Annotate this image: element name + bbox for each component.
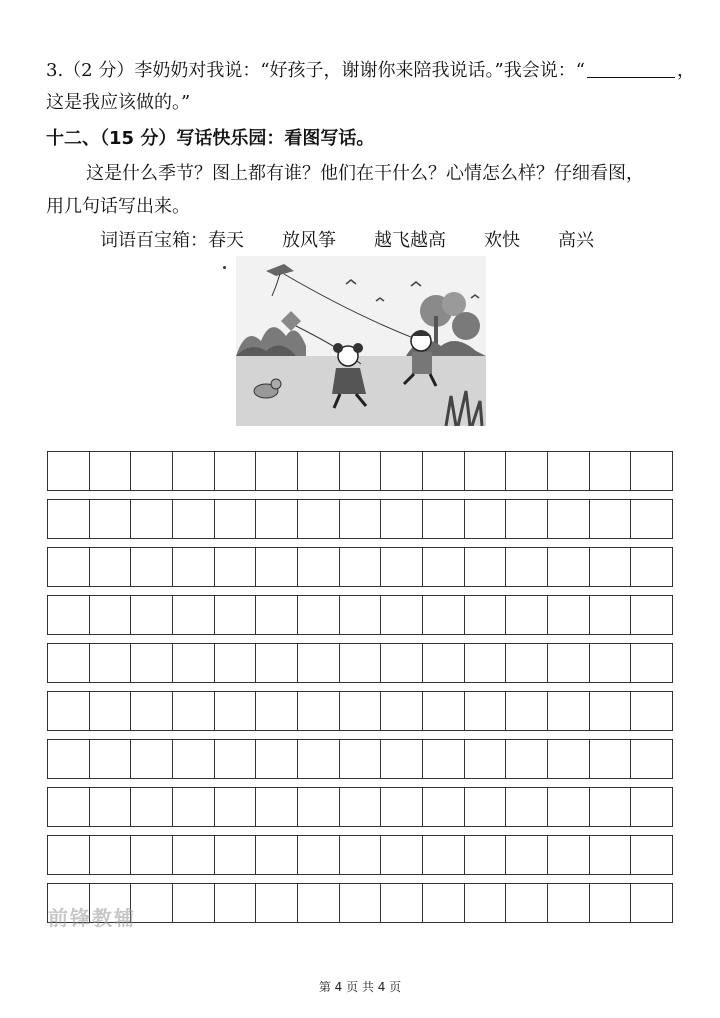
grid-cell[interactable] bbox=[297, 452, 339, 490]
grid-cell[interactable] bbox=[48, 836, 89, 874]
grid-cell[interactable] bbox=[589, 596, 631, 634]
grid-cell[interactable] bbox=[630, 452, 672, 490]
grid-cell[interactable] bbox=[255, 884, 297, 922]
grid-cell[interactable] bbox=[214, 548, 256, 586]
grid-cell[interactable] bbox=[89, 836, 131, 874]
grid-cell[interactable] bbox=[589, 740, 631, 778]
question-3-line-1 bbox=[46, 56, 695, 82]
grid-cell[interactable] bbox=[48, 500, 89, 538]
grid-cell[interactable] bbox=[589, 884, 631, 922]
grid-row bbox=[47, 547, 673, 587]
grid-cell[interactable] bbox=[547, 788, 589, 826]
grid-cell[interactable] bbox=[48, 740, 89, 778]
grid-cell[interactable] bbox=[505, 788, 547, 826]
grid-cell[interactable] bbox=[547, 644, 589, 682]
word-bank-item: 春天 bbox=[208, 230, 244, 251]
grid-cell[interactable] bbox=[422, 740, 464, 778]
grid-cell[interactable] bbox=[630, 740, 672, 778]
grid-cell[interactable] bbox=[505, 548, 547, 586]
grid-cell[interactable] bbox=[422, 644, 464, 682]
grid-cell[interactable] bbox=[214, 596, 256, 634]
grid-cell[interactable] bbox=[297, 692, 339, 730]
grid-cell[interactable] bbox=[380, 452, 422, 490]
grid-cell[interactable] bbox=[172, 548, 214, 586]
grid-cell[interactable] bbox=[380, 644, 422, 682]
grid-cell[interactable] bbox=[130, 788, 172, 826]
grid-cell[interactable] bbox=[589, 836, 631, 874]
prompt-line-2: 用几句话写出来。 bbox=[46, 196, 190, 217]
grid-cell[interactable] bbox=[505, 836, 547, 874]
grid-cell[interactable] bbox=[130, 548, 172, 586]
grid-cell[interactable] bbox=[297, 500, 339, 538]
grid-cell[interactable] bbox=[505, 692, 547, 730]
grid-cell[interactable] bbox=[589, 788, 631, 826]
grid-cell[interactable] bbox=[339, 452, 381, 490]
grid-cell[interactable] bbox=[130, 740, 172, 778]
word-bank-item: 放风筝 bbox=[282, 230, 336, 251]
grid-cell[interactable] bbox=[547, 596, 589, 634]
grid-cell[interactable] bbox=[89, 452, 131, 490]
grid-cell[interactable] bbox=[339, 788, 381, 826]
grid-cell[interactable] bbox=[255, 788, 297, 826]
grid-cell[interactable] bbox=[589, 548, 631, 586]
grid-cell[interactable] bbox=[422, 452, 464, 490]
grid-cell[interactable] bbox=[464, 884, 506, 922]
grid-cell[interactable] bbox=[547, 740, 589, 778]
grid-cell[interactable] bbox=[380, 692, 422, 730]
grid-cell[interactable] bbox=[422, 596, 464, 634]
grid-cell[interactable] bbox=[255, 596, 297, 634]
grid-cell[interactable] bbox=[464, 596, 506, 634]
grid-cell[interactable] bbox=[130, 884, 172, 922]
grid-row bbox=[47, 643, 673, 683]
grid-cell[interactable] bbox=[172, 836, 214, 874]
grid-cell[interactable] bbox=[297, 788, 339, 826]
grid-cell[interactable] bbox=[130, 500, 172, 538]
word-bank-item: 越飞越高 bbox=[374, 230, 446, 251]
grid-cell[interactable] bbox=[89, 692, 131, 730]
section-12-title: 十二、（15 分）写话快乐园：看图写话。 bbox=[46, 128, 375, 149]
word-bank-label: 词语百宝箱： bbox=[100, 230, 208, 251]
grid-cell[interactable] bbox=[48, 788, 89, 826]
grid-cell[interactable] bbox=[589, 500, 631, 538]
grid-cell[interactable] bbox=[464, 500, 506, 538]
grid-cell[interactable] bbox=[630, 788, 672, 826]
watermark: 前锋教辅 bbox=[48, 906, 136, 930]
grid-cell[interactable] bbox=[380, 836, 422, 874]
grid-cell[interactable] bbox=[339, 548, 381, 586]
grid-cell[interactable] bbox=[422, 836, 464, 874]
grid-cell[interactable] bbox=[505, 884, 547, 922]
grid-cell[interactable] bbox=[505, 644, 547, 682]
grid-cell[interactable] bbox=[630, 644, 672, 682]
grid-cell[interactable] bbox=[255, 836, 297, 874]
grid-row bbox=[47, 787, 673, 827]
grid-cell[interactable] bbox=[339, 596, 381, 634]
grid-cell[interactable] bbox=[172, 644, 214, 682]
grid-cell[interactable] bbox=[422, 788, 464, 826]
prompt-line-1 bbox=[86, 159, 644, 185]
grid-cell[interactable] bbox=[89, 644, 131, 682]
grid-cell[interactable] bbox=[89, 500, 131, 538]
grid-cell[interactable] bbox=[89, 740, 131, 778]
grid-cell[interactable] bbox=[464, 740, 506, 778]
grid-cell[interactable] bbox=[339, 500, 381, 538]
grid-cell[interactable] bbox=[130, 836, 172, 874]
grid-cell[interactable] bbox=[547, 452, 589, 490]
grid-cell[interactable] bbox=[172, 788, 214, 826]
grid-cell[interactable] bbox=[380, 788, 422, 826]
prompt-text-1: 这是什么季节？图上都有谁？他们在干什么？心情怎么样？仔细看图， bbox=[86, 163, 644, 184]
grid-cell[interactable] bbox=[214, 740, 256, 778]
grid-cell[interactable] bbox=[422, 692, 464, 730]
grid-cell[interactable] bbox=[297, 884, 339, 922]
grid-cell[interactable] bbox=[255, 740, 297, 778]
grid-cell[interactable] bbox=[214, 836, 256, 874]
grid-cell[interactable] bbox=[255, 692, 297, 730]
grid-cell[interactable] bbox=[214, 788, 256, 826]
grid-cell[interactable] bbox=[172, 740, 214, 778]
grid-cell[interactable] bbox=[89, 548, 131, 586]
word-bank bbox=[100, 226, 594, 252]
grid-cell[interactable] bbox=[630, 500, 672, 538]
grid-cell[interactable] bbox=[464, 548, 506, 586]
grid-cell[interactable] bbox=[380, 740, 422, 778]
grid-cell[interactable] bbox=[297, 740, 339, 778]
grid-cell[interactable] bbox=[89, 596, 131, 634]
grid-cell[interactable] bbox=[630, 884, 672, 922]
grid-cell[interactable] bbox=[130, 596, 172, 634]
grid-cell[interactable] bbox=[130, 692, 172, 730]
grid-cell[interactable] bbox=[214, 692, 256, 730]
grid-cell[interactable] bbox=[505, 500, 547, 538]
grid-cell[interactable] bbox=[130, 452, 172, 490]
grid-cell[interactable] bbox=[339, 644, 381, 682]
grid-cell[interactable] bbox=[297, 644, 339, 682]
grid-cell[interactable] bbox=[172, 452, 214, 490]
grid-cell[interactable] bbox=[380, 548, 422, 586]
grid-cell[interactable] bbox=[130, 644, 172, 682]
grid-cell[interactable] bbox=[255, 644, 297, 682]
grid-cell[interactable] bbox=[297, 836, 339, 874]
grid-cell[interactable] bbox=[422, 884, 464, 922]
grid-cell[interactable] bbox=[48, 452, 89, 490]
grid-cell[interactable] bbox=[464, 836, 506, 874]
grid-cell[interactable] bbox=[297, 596, 339, 634]
question-3-line-2: 这是我应该做的。” bbox=[46, 92, 191, 113]
page-footer: 第 4 页 共 4 页 bbox=[318, 980, 402, 994]
grid-cell[interactable] bbox=[214, 500, 256, 538]
grid-cell[interactable] bbox=[547, 836, 589, 874]
grid-cell[interactable] bbox=[339, 740, 381, 778]
question-3-text: 3.（2 分）李奶奶对我说：“好孩子，谢谢你来陪我说话。”我会说：“ bbox=[46, 60, 585, 81]
grid-cell[interactable] bbox=[464, 692, 506, 730]
grid-cell[interactable] bbox=[464, 788, 506, 826]
stray-dot bbox=[223, 266, 226, 269]
grid-cell[interactable] bbox=[380, 596, 422, 634]
grid-row bbox=[47, 451, 673, 491]
grid-cell[interactable] bbox=[339, 836, 381, 874]
grid-cell[interactable] bbox=[214, 452, 256, 490]
grid-cell[interactable] bbox=[589, 692, 631, 730]
grid-cell[interactable] bbox=[339, 884, 381, 922]
grid-cell[interactable] bbox=[589, 644, 631, 682]
grid-cell[interactable] bbox=[464, 452, 506, 490]
grid-cell[interactable] bbox=[505, 452, 547, 490]
grid-cell[interactable] bbox=[48, 596, 89, 634]
grid-cell[interactable] bbox=[172, 692, 214, 730]
grid-cell[interactable] bbox=[255, 548, 297, 586]
kite-flying-illustration bbox=[236, 256, 486, 426]
grid-row bbox=[47, 499, 673, 539]
grid-cell[interactable] bbox=[339, 692, 381, 730]
grid-cell[interactable] bbox=[172, 884, 214, 922]
grid-cell[interactable] bbox=[547, 692, 589, 730]
answer-blank[interactable] bbox=[587, 59, 675, 78]
grid-cell[interactable] bbox=[630, 692, 672, 730]
grid-row bbox=[47, 835, 673, 875]
grid-cell[interactable] bbox=[630, 836, 672, 874]
grid-cell[interactable] bbox=[48, 692, 89, 730]
grid-cell[interactable] bbox=[214, 644, 256, 682]
word-bank-item: 欢快 bbox=[484, 230, 520, 251]
grid-cell[interactable] bbox=[48, 644, 89, 682]
grid-cell[interactable] bbox=[48, 548, 89, 586]
grid-cell[interactable] bbox=[214, 884, 256, 922]
grid-cell[interactable] bbox=[547, 548, 589, 586]
grid-cell[interactable] bbox=[89, 788, 131, 826]
grid-cell[interactable] bbox=[505, 740, 547, 778]
grid-cell[interactable] bbox=[547, 500, 589, 538]
grid-row bbox=[47, 691, 673, 731]
grid-cell[interactable] bbox=[464, 644, 506, 682]
grid-cell[interactable] bbox=[172, 596, 214, 634]
grid-cell[interactable] bbox=[380, 500, 422, 538]
grid-row bbox=[47, 883, 673, 923]
grid-cell[interactable] bbox=[630, 596, 672, 634]
writing-grid bbox=[47, 451, 673, 923]
word-bank-item: 高兴 bbox=[558, 230, 594, 251]
grid-cell[interactable] bbox=[589, 452, 631, 490]
grid-cell[interactable] bbox=[630, 548, 672, 586]
grid-cell[interactable] bbox=[172, 500, 214, 538]
grid-cell[interactable] bbox=[255, 452, 297, 490]
grid-cell[interactable] bbox=[255, 500, 297, 538]
grid-cell[interactable] bbox=[505, 596, 547, 634]
grid-cell[interactable] bbox=[297, 548, 339, 586]
grid-row bbox=[47, 739, 673, 779]
grid-cell[interactable] bbox=[422, 548, 464, 586]
grid-cell[interactable] bbox=[380, 884, 422, 922]
grid-row bbox=[47, 595, 673, 635]
question-3-suffix: ， bbox=[676, 60, 695, 81]
grid-cell[interactable] bbox=[422, 500, 464, 538]
grid-cell[interactable] bbox=[547, 884, 589, 922]
